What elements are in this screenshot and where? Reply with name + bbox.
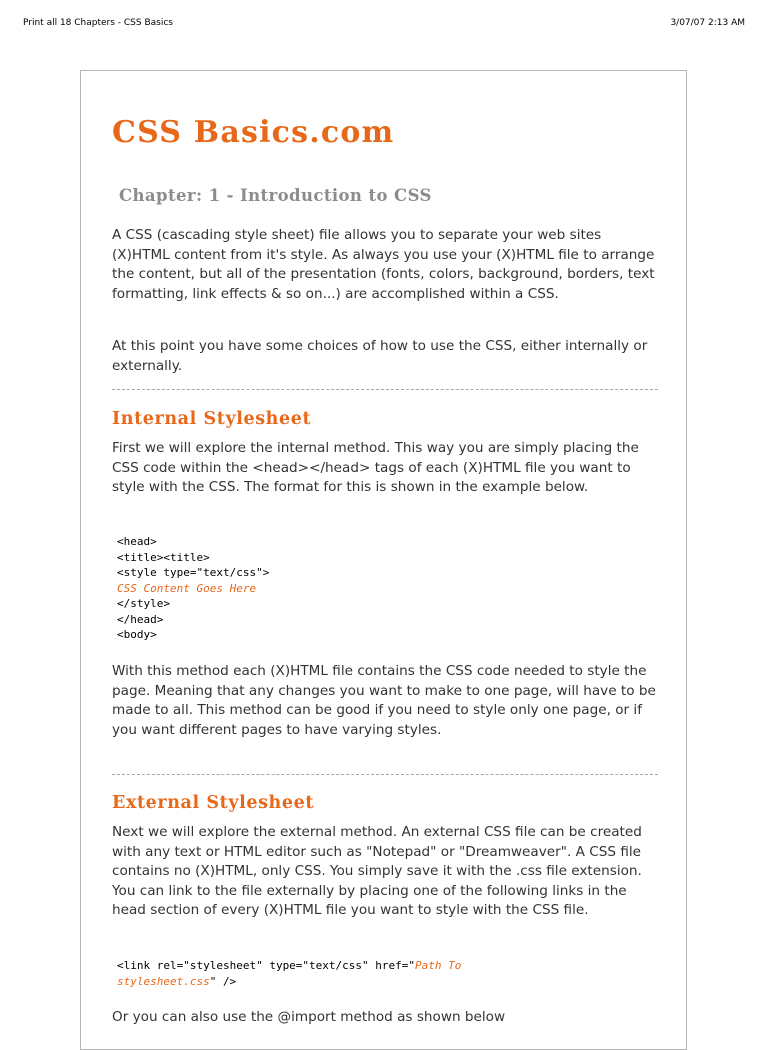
internal-paragraph-1: First we will explore the internal method. This way you are simply placing the CSS code within the <head></head> tags of each (X)HTML file you want to style with the CSS. The format for this is shown in the example below.	[112, 440, 639, 496]
chapter-title: Chapter: 1 - Introduction to CSS	[119, 186, 432, 205]
print-page-title: Print all 18 Chapters - CSS Basics	[23, 18, 173, 28]
external-paragraph-1: Next we will explore the external method. An external CSS file can be created with any text or HTML editor such as "Notepad" or "Dreamweaver". A CSS file contains no (X)HTML, only CSS. You simply save it with the .css file extension. You can link to the file externally by placing one of the following links in the head section of every (X)HTML file you want to style with the CSS file.	[112, 824, 642, 919]
code-link-prefix: <link rel="stylesheet" type="text/css" href="	[117, 959, 416, 972]
site-title: CSS Basics.com	[112, 115, 395, 150]
code-line	[117, 958, 461, 974]
intro-paragraph-2: At this point you have some choices of how to use the CSS, either internally or externally.	[112, 338, 648, 374]
section-divider	[112, 774, 658, 775]
internal-paragraph-2: With this method each (X)HTML file contains the CSS code needed to style the page. Meaning that any changes you want to make to one page, will have to be made to all. This method can be good if you need to style only one page, or if you want different pages to have varying styles.	[112, 663, 656, 738]
external-paragraph-2: Or you can also use the @import method as shown below	[112, 1009, 506, 1025]
code-path-placeholder: stylesheet.css	[117, 974, 210, 988]
internal-code-block	[117, 534, 269, 643]
internal-stylesheet-heading: Internal Stylesheet	[112, 409, 312, 429]
code-line-placeholder: CSS Content Goes Here	[117, 581, 257, 595]
code-line: <head>	[117, 535, 157, 548]
article-box	[80, 70, 687, 1050]
external-code-block	[117, 958, 461, 989]
code-line: <body>	[117, 628, 157, 641]
external-stylesheet-heading: External Stylesheet	[112, 793, 315, 813]
code-link-suffix: " />	[209, 974, 237, 988]
code-line	[117, 974, 461, 990]
print-datetime: 3/07/07 2:13 AM	[670, 18, 745, 28]
section-divider	[112, 389, 658, 390]
code-line: <title><title>	[117, 550, 210, 564]
code-line: </head>	[117, 612, 164, 626]
code-line: </style>	[117, 597, 170, 610]
code-path-placeholder: Path To	[415, 959, 462, 972]
intro-paragraph-1: A CSS (cascading style sheet) file allows you to separate your web sites (X)HTML content from it's style. As always you use your (X)HTML file to arrange the content, but all of the presentation (fonts, colors, background, borders, text formatting, link effects & so on...) are accomplished within a CSS.	[112, 227, 655, 302]
code-line: <style type="text/css">	[117, 566, 270, 579]
